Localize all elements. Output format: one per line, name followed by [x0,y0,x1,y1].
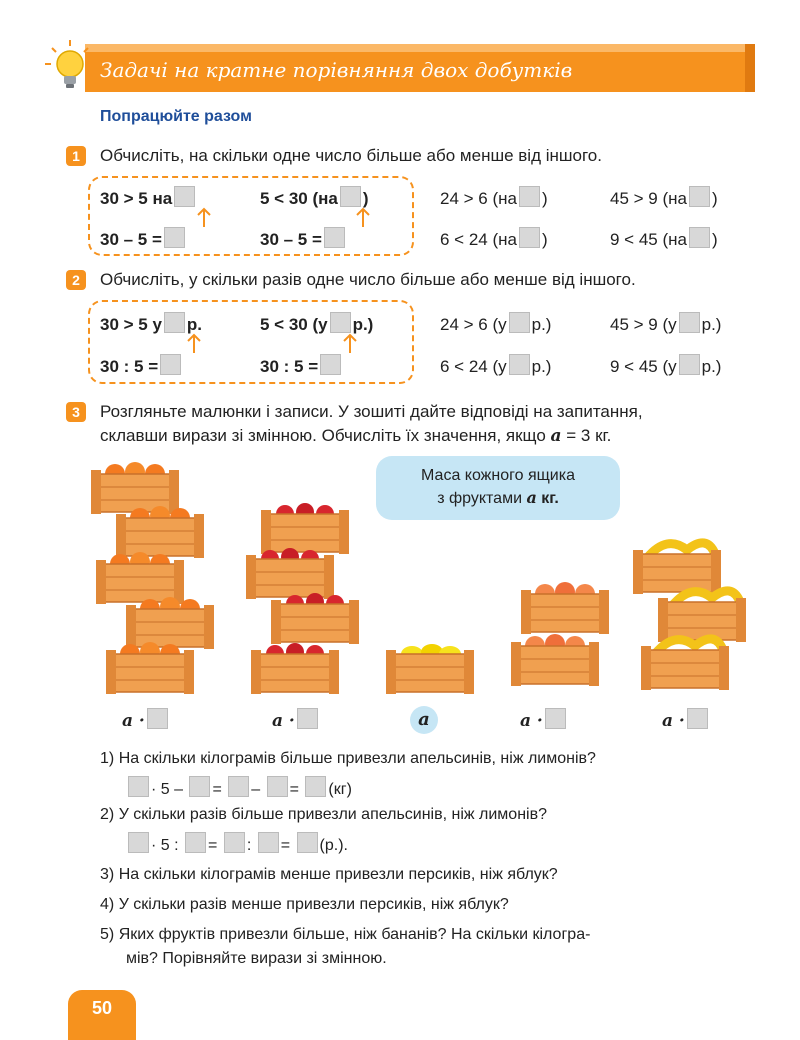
task-number-2: 2 [66,270,86,290]
question-5: 5) Яких фруктів привезли більше, ніж бананів? На скільки кілогра- [100,926,591,943]
question-5-cont: мів? Порівняйте вирази зі змінною. [126,950,387,967]
answer-box[interactable] [258,832,279,853]
page-number: 50 [68,990,136,1040]
label-oranges: a · [122,708,170,731]
task1-text: Обчисліть, на скільки одне число більше або менше від іншого. [100,146,602,165]
answer-box[interactable] [545,708,566,729]
answer-box[interactable] [320,354,341,375]
task-number-1: 1 [66,146,86,166]
task2-r2-c1: 30 : 5 = [100,354,183,377]
orange-crates [91,462,214,694]
answer-box[interactable] [689,227,710,248]
task1-r2-c3: 6 < 24 (на ) [440,227,548,250]
task3-text-line1: Розгляньте малюнки і записи. У зошиті дайте відповіді на запитання, [100,402,643,421]
up-arrow-icon [342,332,358,354]
answer-box[interactable] [267,776,288,797]
lemon-crate [386,644,474,694]
task2-r1-c2: 5 < 30 (у р.) [260,312,373,335]
answer-box[interactable] [224,832,245,853]
question-2: 2) У скільки разів більше привезли апельсинів, ніж лимонів? [100,806,547,823]
page-title: Задачі на кратне порівняння двох добутків [100,58,573,82]
answer-box[interactable] [160,354,181,375]
answer-box[interactable] [330,312,351,333]
task1-r1-c2: 5 < 30 (на ) [260,186,369,209]
task2-r1-c4: 45 > 9 (у р.) [610,312,721,335]
task2-r1-c1: 30 > 5 у р. [100,312,202,335]
task1-r2-c4: 9 < 45 (на ) [610,227,718,250]
label-lemons: a [410,706,438,734]
task2-text: Обчисліть, у скільки разів одне число більше або менше від іншого. [100,270,636,289]
answer-box[interactable] [228,776,249,797]
task-number-3: 3 [66,402,86,422]
label-apples: a · [272,708,320,731]
answer-box[interactable] [340,186,361,207]
answer-box[interactable] [519,227,540,248]
apple-crates [246,503,359,694]
answer-box[interactable] [679,354,700,375]
up-arrow-icon [186,332,202,354]
banana-crates [633,543,746,690]
task1-r2-c1: 30 – 5 = [100,227,187,250]
question-3: 3) На скільки кілограмів менше привезли персиків, ніж яблук? [100,866,558,883]
answer-box[interactable] [297,832,318,853]
task2-r2-c2: 30 : 5 = [260,354,343,377]
answer-box[interactable] [164,227,185,248]
question-1: 1) На скільки кілограмів більше привезли апельсинів, ніж лимонів? [100,750,596,767]
task2-r2-c4: 9 < 45 (у р.) [610,354,721,377]
answer-box[interactable] [185,832,206,853]
peach-crates [511,582,609,686]
answer-box[interactable] [324,227,345,248]
label-bananas: a · [662,708,710,731]
task1-r2-c2: 30 – 5 = [260,227,347,250]
answer-box[interactable] [509,312,530,333]
fruit-crates-illustration [85,450,755,700]
task1-r1-c4: 45 > 9 (на ) [610,186,718,209]
task2-r2-c3: 6 < 24 (у р.) [440,354,551,377]
answer-box[interactable] [679,312,700,333]
task3-text-line2: склавши вирази зі змінною. Обчисліть їх значення, якщо a = 3 кг. [100,426,612,446]
task2-r1-c3: 24 > 6 (у р.) [440,312,551,335]
lightbulb-icon [42,38,98,94]
task1-r1-c1: 30 > 5 на [100,186,197,209]
section-subheading: Попрацюйте разом [100,108,252,125]
answer-box[interactable] [147,708,168,729]
answer-box[interactable] [509,354,530,375]
answer-box[interactable] [687,708,708,729]
up-arrow-icon [196,206,212,228]
up-arrow-icon [355,206,371,228]
banner-side-face [745,44,755,92]
info-bubble: Маса кожного ящика з фруктами a кг. [376,456,620,520]
answer-box[interactable] [297,708,318,729]
answer-box[interactable] [174,186,195,207]
answer-box[interactable] [189,776,210,797]
label-peaches: a · [520,708,568,731]
answer-box[interactable] [689,186,710,207]
formula-2: · 5 : = : = (р.). [126,832,348,855]
answer-box[interactable] [128,832,149,853]
answer-box[interactable] [128,776,149,797]
formula-1: · 5 – = – = (кг) [126,776,352,799]
answer-box[interactable] [164,312,185,333]
task1-r1-c3: 24 > 6 (на ) [440,186,548,209]
answer-box[interactable] [305,776,326,797]
question-4: 4) У скільки разів менше привезли персиків, ніж яблук? [100,896,509,913]
answer-box[interactable] [519,186,540,207]
